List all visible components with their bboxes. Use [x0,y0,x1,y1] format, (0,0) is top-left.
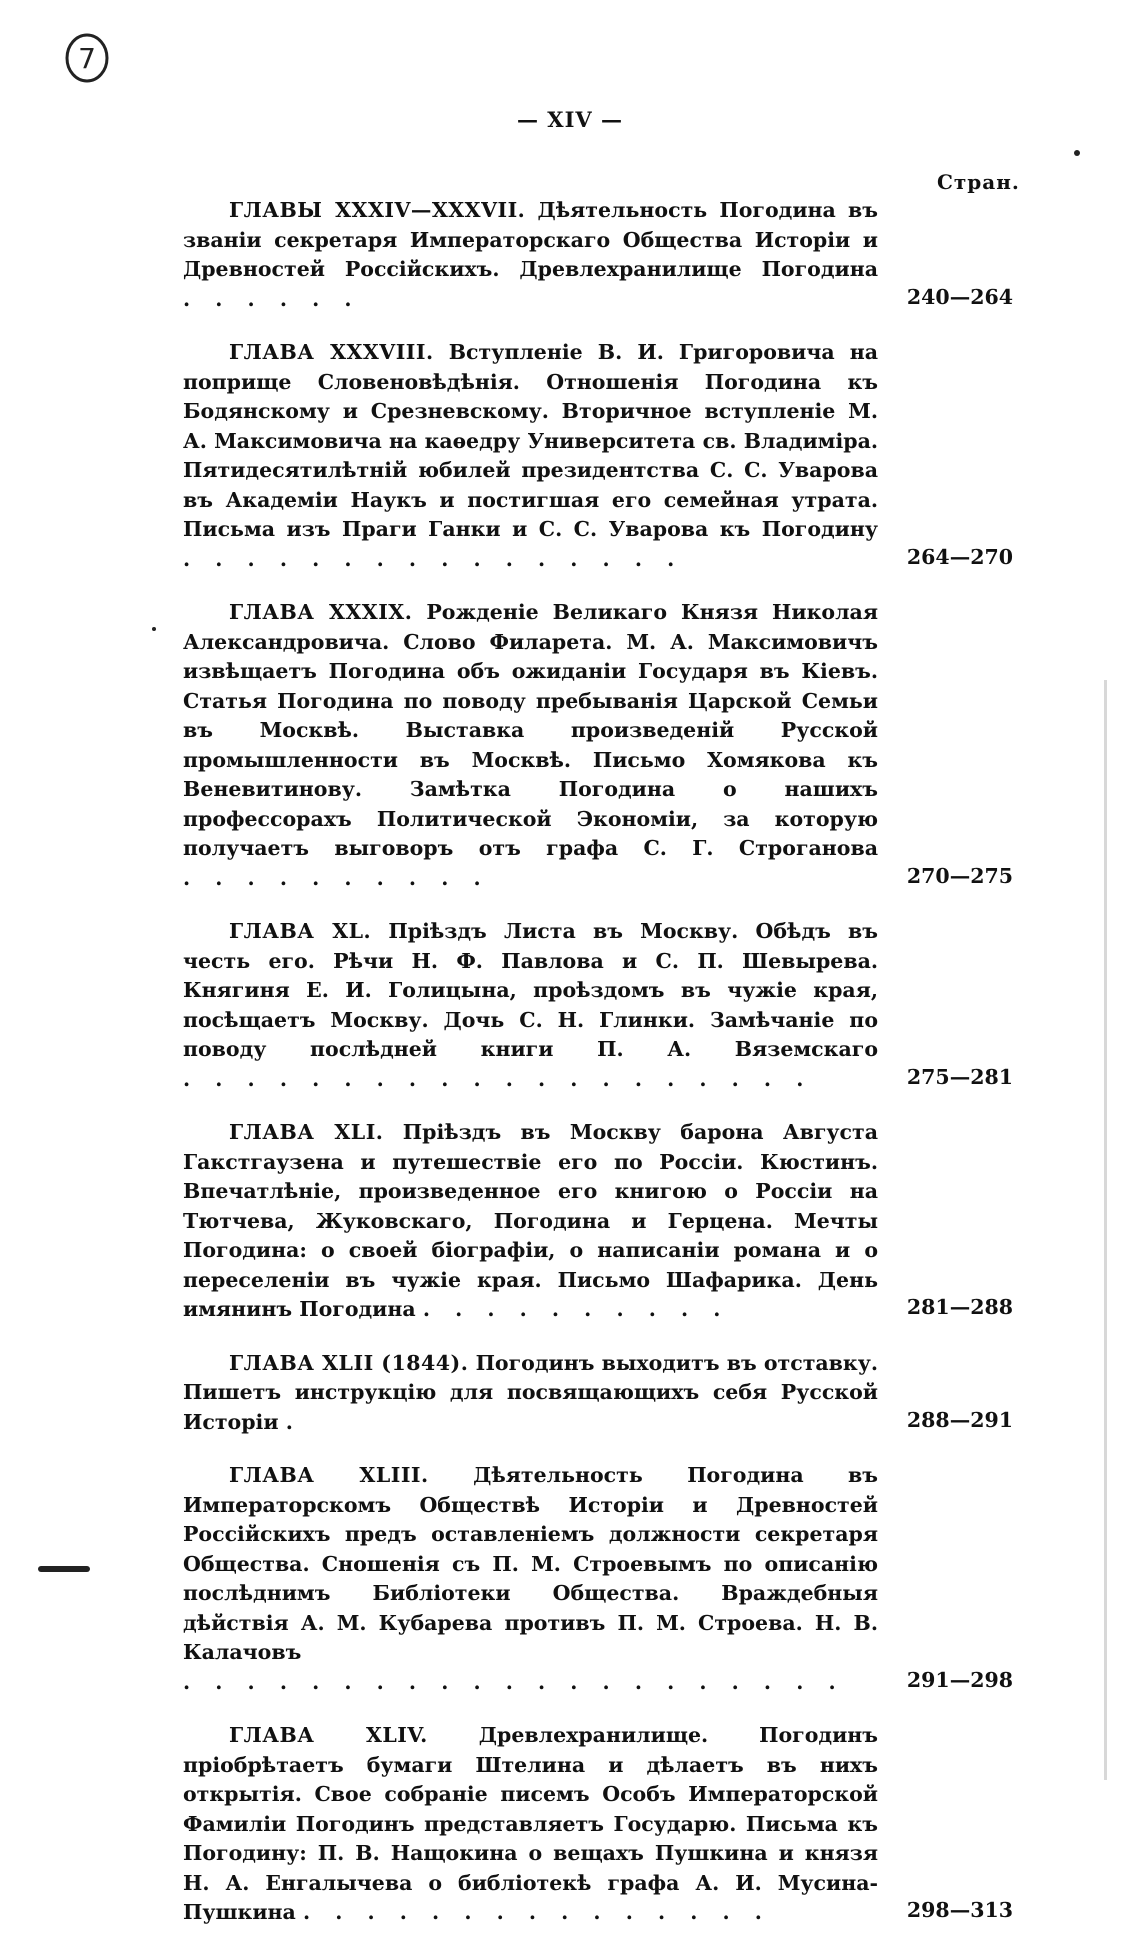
entry-description [183,1461,878,1697]
page-range: 264—270 [906,544,1013,569]
chapter-summary: Погодинъ выходитъ въ отставку. Пишетъ инструкцію для посвящающихъ себя Русской Исторіи [183,1350,878,1434]
page-range: 275—281 [906,1064,1013,1089]
dot-leader: . . . . . . . . . . . . . . . . . . . . [183,1066,813,1091]
ink-speck [1074,150,1080,156]
dot-leader: . . . . . . . . . . . . . . . . . . . . . [183,1669,845,1694]
table-of-contents [183,196,1013,1952]
entry-description [183,598,878,893]
page-range: 288—291 [906,1407,1013,1432]
chapter-summary: Вступленіе В. И. Григоровича на поприще Словеновѣдѣнія. Отношенія Погодина къ Бодянскому и Срезневскому. Вторичное вступленіе М. А. Максимовича на каѳедру Университета св. Владиміра. Пятидесятилѣтній юбилей президентства С. С. Уварова въ Академіи Наукъ и постигшая его семейная утрата. Письма изъ Праги Ганки и С. С. Уварова къ Погодину [183,340,878,541]
toc-entry [183,917,1013,1094]
chapter-heading: ГЛАВА XLI. [229,1120,384,1144]
page-range: 281—288 [906,1295,1013,1319]
chapter-heading: ГЛАВА XLIII. [229,1463,429,1487]
page-edge-shadow [1104,680,1107,1780]
toc-entry [183,1721,1013,1928]
page-range: 270—275 [906,863,1013,888]
toc-entry [183,1118,1013,1325]
toc-entry [183,1349,1013,1438]
page-number: — XIV — [516,107,624,132]
chapter-heading: ГЛАВА XLIV. [229,1723,428,1747]
chapter-summary: Дѣятельность Погодина въ Императорскомъ Обществѣ Исторіи и Древностей Россійскихъ предъ оставленіемъ должности секретаря Общества. Сношенія съ П. М. Строевымъ по описанію послѣднимъ Библіотеки Общества. Враждебныя дѣйствія А. М. Кубарева противъ П. М. Строева. Н. В. Калачовъ [183,1463,879,1664]
chapter-heading: ГЛАВА XL. [229,919,372,943]
chapter-summary: Рожденіе Великаго Князя Николая Александровича. Слово Филарета. М. А. Максимовичъ извѣщаетъ Погодина объ ожиданіи Государя въ Кіевъ. Статья Погодина по поводу пребыванія Царской Семьи въ Москвѣ. Выставка произведеній Русской промышленности въ Москвѣ. Письмо Хомякова къ Веневитинову. Замѣтка Погодина о нашихъ профессорахъ Политической Экономіи, за которую получаетъ выговоръ отъ графа С. Г. Строганова [183,600,878,860]
chapter-summary: Дѣятельность Погодина въ званіи секретаря Императорскаго Общества Исторіи и Древностей Россійскихъ. Древлехранилище Погодина [183,198,878,281]
dot-leader: . [285,1409,302,1434]
dot-leader: . . . . . . . . . . . . . . . [302,1900,771,1924]
pages-column-header: Стран. [937,170,1020,194]
chapter-summary: Пріѣздъ въ Москву барона Августа Гакстгаузена и путешествіе его по Россіи. Кюстинъ. Впечатлѣніе, произведенное его книгою о Россіи на Тютчева, Жуковскаго, Погодина и Герцена. Мечты Погодина: о своей біографіи, о написаніи романа и о переселеніи въ чужіе края. Письмо Шафарика. День имянинъ Погодина [183,1120,878,1321]
toc-entry [183,598,1013,893]
toc-entry [183,1461,1013,1697]
toc-entry [183,338,1013,574]
entry-description [183,1721,878,1928]
margin-dash-mark [38,1566,90,1572]
circled-folio-number [62,30,112,86]
chapter-heading: ГЛАВА XXXIX. [229,600,413,624]
page-range: 291—298 [906,1667,1013,1692]
entry-description [183,338,878,574]
toc-entry [183,196,1013,314]
dot-leader: . . . . . . [183,286,361,311]
chapter-heading: ГЛАВЫ XXXIV—XXXVII. [229,198,526,222]
page-range: 298—313 [906,1898,1013,1922]
entry-description [183,196,878,314]
dot-leader: . . . . . . . . . . [422,1297,730,1321]
chapter-summary: Пріѣздъ Листа въ Москву. Обѣдъ въ честь его. Рѣчи Н. Ф. Павлова и С. П. Шевырева. Княгиня Е. И. Голицына, проѣздомъ въ чужіе края, посѣщаетъ Москву. Дочь С. Н. Глинки. Замѣчаніе по поводу послѣдней книги П. А. Вяземскаго [183,919,879,1061]
entry-description [183,1118,878,1325]
chapter-heading: ГЛАВА XLII (1844). [229,1350,469,1375]
entry-description [183,1349,878,1438]
dot-leader: . . . . . . . . . . . . . . . . [183,546,684,571]
entry-description [183,917,878,1094]
page-range: 240—264 [906,284,1013,309]
ink-speck [152,627,156,631]
chapter-summary: Древлехранилище. Погодинъ пріобрѣтаетъ бумаги Штелина и дѣлаетъ въ нихъ открытія. Свое собраніе писемъ Особъ Императорской Фамиліи Погодинъ представляетъ Государю. Письма къ Погодину: П. В. Нащокина о вещахъ Пушкина и князя Н. А. Енгалычева о библіотекѣ графа А. И. Мусина-Пушкина [183,1723,879,1924]
folio-number-text: 7 [78,42,96,75]
chapter-heading: ГЛАВА XXXVIII. [229,340,434,364]
dot-leader: . . . . . . . . . . [183,865,490,890]
